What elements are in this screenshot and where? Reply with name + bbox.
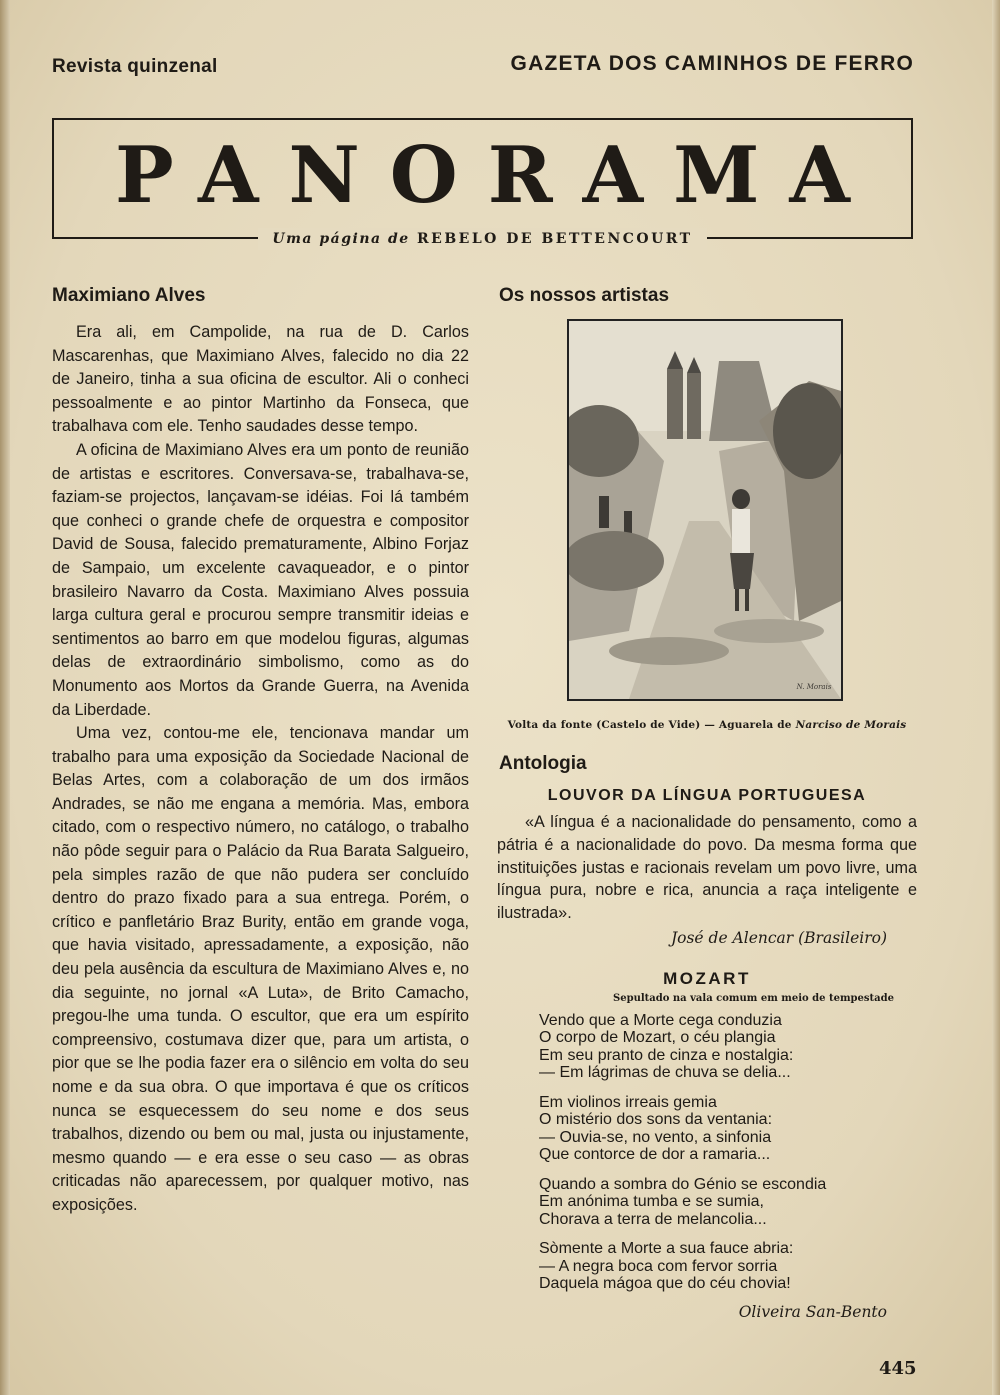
poem-line: — Ouvia-se, no vento, a sinfonia [539,1128,772,1146]
masthead-byline [258,228,706,250]
caption-text: Volta da fonte (Castelo de Vide) — Aguarela de [507,719,792,731]
street-scene-image [569,321,841,699]
poem-line: Chorava a terra de melancolia... [539,1210,767,1228]
poem-line: Em violinos irreais gemia [539,1093,717,1111]
masthead-title: PANORAMA [115,130,880,221]
poem-line: Em seu pranto de cinza e nostalgia: [539,1046,794,1064]
poem-subtitle: Sepultado na vala comum em meio de tempestade [613,992,894,1004]
poem-line: — Em lágrimas de chuva se delia... [539,1064,791,1082]
caption-artist: Narciso de Morais [795,719,907,731]
article-title: Maximiano Alves [52,285,206,306]
binding-edge-right [992,0,1000,1395]
poem-line: — A negra boca com fervor sorria [539,1257,778,1275]
watercolor-illustration [567,319,843,701]
poem-author: Oliveira San-Bento [738,1302,887,1321]
article-paragraph: Era ali, em Campolide, na rua de D. Carlos Mascarenhas, que Maximiano Alves, falecido no dia 22 de Janeiro, tinha a sua oficina de escultor. Ali o conheci pessoalmente e ao pintor Martinho da Fonseca, que trabalhava com ele. Tenho saudades desse tempo. [52,323,469,436]
poem-line: O corpo de Mozart, o céu plangia [539,1029,776,1047]
artists-section-title: Os nossos artistas [499,285,670,306]
left-column [52,285,469,1218]
right-column [497,285,917,1321]
poem-stanza [539,1094,917,1164]
excerpt-title: LOUVOR DA LÍNGUA PORTUGUESA [547,787,867,804]
binding-edge-left [0,0,10,1395]
poem-line: Quando a sombra do Génio se escondia [539,1175,827,1193]
article-paragraph: Uma vez, contou-me ele, tencionava mandar um trabalho para uma exposição da Sociedade Nacional de Belas Artes, com a colaboração de um dos irmãos Andrades, se não me engana a memória. Mas, embora citado, com o respectivo número, no catálogo, o trabalho não pôde seguir para o Palácio da Rua Barata Salgueiro, pela simples razão de que não pudera ser concluído dentro do prazo fixado para a sua entrega. Porém, o crítico e panfletário Braz Burity, então em grande voga, que havia visitado, apressadamente, a exposição, não deu pela ausência da escultura de Maximiano Alves e, no dia seguinte, no jornal «A Luta», de Brito Camacho, pregou-lhe uma tunda. O escultor, que era um espírito compreensivo, costumava dizer que, para um artista, o pior que se lhe podia fazer era o silêncio em volta do seu nome e da sua obra. O que importava é que os críticos nunca se esquecessem do seu nome e dos seus trabalhos, dizendo ou bem ou mal, justa ou injustamente, mesmo quando — e era esse o seu caso — as obras criticadas não aparecessem, por qualquer motivo, nas exposições. [52,724,469,1214]
poem-line: O mistério dos sons da ventania: [539,1111,773,1129]
poem-stanza [539,1240,917,1293]
excerpt-text: «A língua é a nacionalidade do pensamento, como a pátria é a nacionalidade do povo. Da mesma forma que instituições justas e racionais revelam um povo livre, uma língua pura, nobre e rica, anuncia a raça inteligente e ilustrada». [497,813,917,923]
poem-stanza [539,1012,917,1082]
byline-author: REBELO DE BETTENCOURT [417,231,693,247]
article-paragraph: A oficina de Maximiano Alves era um ponto de reunião de artistas e escritores. Conversava-se, trabalhava-se, faziam-se projectos, lançavam-se idéias. Foi lá também que conheci o grande chefe de orquestra e compositor David de Sousa, falecido prematuramente, Albino Forjaz de Sampaio, um excelente cavaqueador, e o pintor brasileiro Navarro da Costa. Maximiano Alves possuia larga cultura geral e procurou sempre transmitir ideias e sentimentos ao barro em que modelou figuras, algumas delas de extraordinário simbolismo, como as do Monumento aos Mortos da Grande Guerra, na Avenida da Liberdade. [52,440,469,719]
running-header-left: Revista quinzenal [52,56,218,77]
poem-line: Que contorce de dor a ramaria... [539,1146,771,1164]
poem-line: Vendo que a Morte cega conduzia [539,1011,782,1029]
page-number: 445 [879,1358,917,1379]
masthead-byline-row [52,228,913,250]
excerpt-author: José de Alencar (Brasileiro) [670,928,887,947]
poem-title: MOZART [663,968,751,988]
running-header-right: GAZETA DOS CAMINHOS DE FERRO [510,52,914,75]
antologia-title: Antologia [499,753,587,774]
poem-line: Daquela mágoa que do céu chovia! [539,1275,791,1293]
svg-text:N. Morais: N. Morais [796,683,832,691]
poem-line: Em anónima tumba e se sumia, [539,1193,764,1211]
illustration-caption [497,719,917,731]
poem-line: Sòmente a Morte a sua fauce abria: [539,1240,794,1258]
byline-prefix: Uma página de [272,231,410,247]
antologia-section [497,753,917,1321]
poem-stanza [539,1176,917,1229]
